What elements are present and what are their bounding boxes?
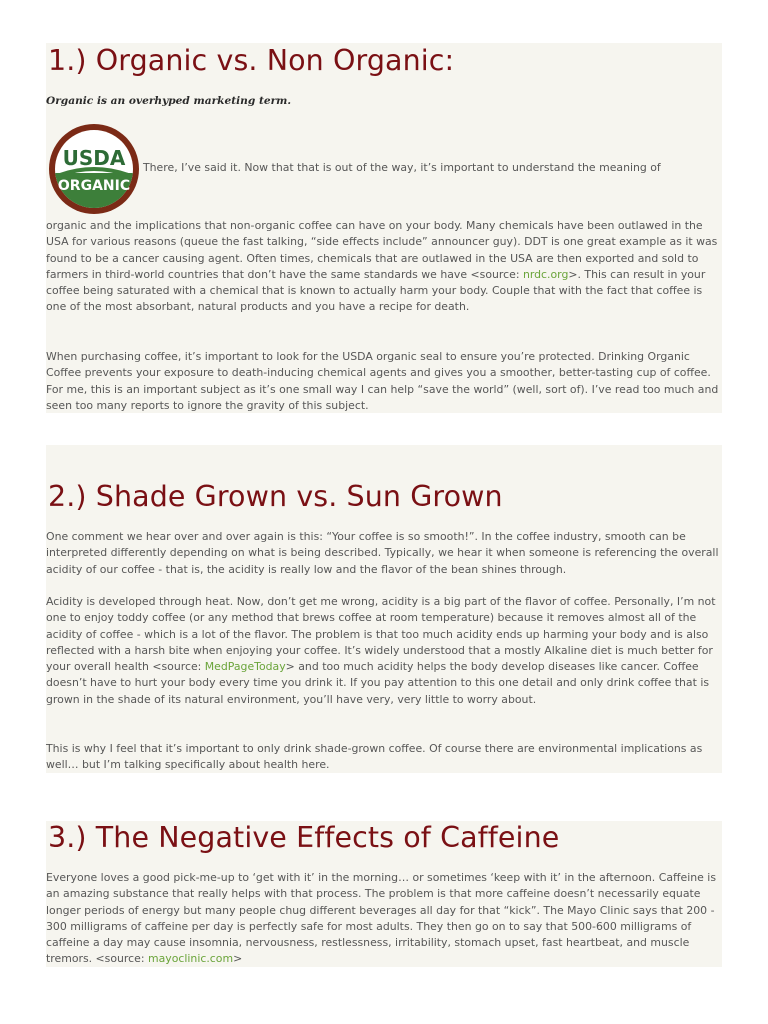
seal-text-usda: USDA [62,146,126,170]
source-link-medpagetoday[interactable]: MedPageToday [204,660,286,674]
intro-text: There, I’ve said it. Now that that is out of the way, it’s important to understand the meaning of [143,161,661,174]
paragraph: Everyone loves a good pick-me-up to ‘get with it’ in the morning… or sometimes ‘keep with it’ in the afternoon. Caffeine is an amazing substance that really helps with that process. The problem is that more caffeine doesn’t necessarily equate longer periods of energy but many people chug different beverages all day for that “kick”. The Mayo Clinic says that 200 - 300 milligrams of caffeine per day is perfectly safe for most adults. They then go on to say that 500-600 milligrams of caffeine a day may cause insomnia, nervousness, restlessness, irritability, stomach upset, fast heartbeat, and muscle tremors. <source: mayoclinic.com> [46,871,716,966]
section-heading: 2.) Shade Grown vs. Sun Grown [48,480,503,513]
paragraph: Acidity is developed through heat. Now, don’t get me wrong, acidity is a big part of the flavor of coffee. Personally, I’m not one to enjoy toddy coffee (or any method that brews coffee at room temperature) because it removes almost all of the acidity of coffee - which is a lot of the flavor. The problem is that too much acidity ends up harming your body and is also reflected with a harsh bite when enjoying your coffee. It’s widely understood that a mostly Alkaline diet is much better for your overall health <source: MedPageToday> and too much acidity helps the body develop diseases like cancer. Coffee doesn’t have to hurt your body every time you drink it. If you pay attention to this one detail and only drink coffee that is grown in the shade of its natural environment, you’ll have very, very little to worry about. [46,595,716,706]
source-link-nrdc[interactable]: nrdc.org [522,267,569,281]
section-heading: 3.) The Negative Effects of Caffeine [48,821,560,854]
section-caffeine [46,821,722,967]
section-tagline: Organic is an overhyped marketing term. [46,95,292,107]
paragraph: This is why I feel that it’s important to only drink shade-grown coffee. Of course there are environmental implications as well… but I’m talking specifically about health here. [46,742,703,772]
section-organic [46,43,722,413]
paragraph: When purchasing coffee, it’s important to look for the USDA organic seal to ensure you’re protected. Drinking Organic Coffee prevents your exposure to death-inducing chemical agents and gives you a smoother, better-tasting cup of coffee. For me, this is an important subject as it’s one small way I can help “save the world” (well, sort of). I’ve read too much and seen too many reports to ignore the gravity of this subject. [46,350,719,412]
source-link-mayoclinic[interactable]: mayoclinic.com [147,952,234,966]
section-heading: 1.) Organic vs. Non Organic: [48,44,455,77]
paragraph: One comment we hear over and over again is this: “Your coffee is so smooth!”. In the coffee industry, smooth can be interpreted differently depending on what is being described. Typically, we hear it when someone is referencing the overall acidity of our coffee - that is, the acidity is really low and the flavor of the bean shines through. [46,530,719,576]
seal-text-organic: ORGANIC [57,178,131,194]
paragraph: organic and the implications that non-organic coffee can have on your body. Many chemicals have been outlawed in the USA for various reasons (queue the fast talking, “side effects include” announcer guy). DDT is one great example as it was found to be a cancer causing agent. Often times, chemicals that are outlawed in the USA are then exported and sold to farmers in third-world countries that don’t have the same standards we have <source: nrdc.org>. This can result in your coffee being saturated with a chemical that is known to actually harm your body. Couple that with the fact that coffee is one of the most absorbant, natural products and you have a recipe for death. [46,219,718,314]
section-shade-grown [46,445,722,773]
usda-organic-seal-icon [46,123,142,215]
